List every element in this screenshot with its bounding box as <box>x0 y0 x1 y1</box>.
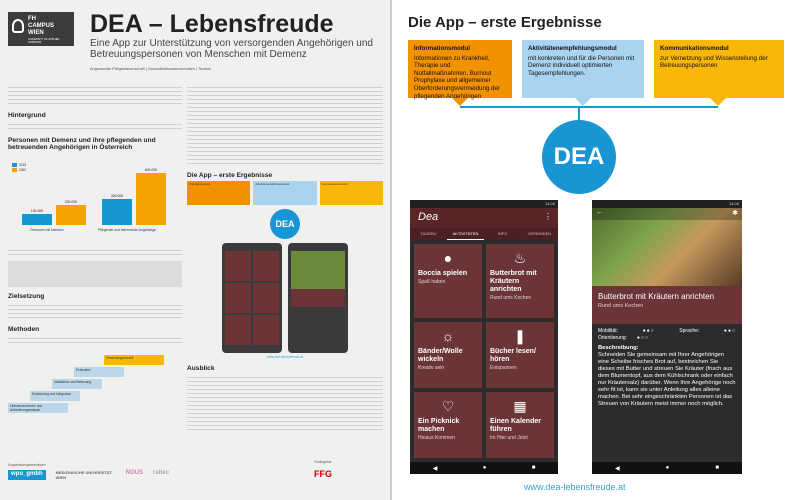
module-activities-text: mit konkreten und für die Personen mit Demenz individuell optimierten Tagesempfehlungen. <box>528 54 635 77</box>
pot-icon: ♨ <box>513 250 527 266</box>
partner-nous: NOUS <box>125 469 144 476</box>
partner-meduni: MEDIZINISCHE UNIVERSITÄT WIEN <box>55 469 113 480</box>
partner-logo-list <box>8 470 308 480</box>
speech-dots: ●●○ <box>723 328 736 334</box>
mobility-label: Mobilität: <box>598 328 619 334</box>
module-information-text: Informationen zu Krankheit, Therapie und Notfallmaßnahmen, Burnout Prophylaxe und allgemeiner Überforderungsvermeidung der pflegenden Angehörigen <box>414 54 500 100</box>
poster-right-column <box>187 84 383 432</box>
logo-line2: CAMPUS <box>28 23 55 29</box>
bar-label-0-0: 130.000 <box>30 208 44 213</box>
activity-grid <box>410 240 558 462</box>
ausblick-text <box>187 374 383 432</box>
activity-tile-butterbrot[interactable] <box>486 244 554 318</box>
mobility-dots: ●●○ <box>642 328 655 334</box>
heading-methoden: Methoden <box>8 326 40 333</box>
arrow-activities <box>575 98 591 106</box>
stair-1: Literaturrecherche und Anforderungsanalyse <box>8 403 68 413</box>
bar-1-1 <box>136 173 166 225</box>
detail-category: Rund ums Kochen <box>598 303 644 309</box>
stair-5: Verwertungsmodell <box>104 355 164 365</box>
calendar-icon: ▦ <box>513 398 527 414</box>
funding-label: Fördergeber <box>314 460 332 464</box>
bocce-icon: ● <box>443 250 453 266</box>
module-communication <box>654 40 784 98</box>
detail-toolbar <box>592 208 742 220</box>
activity-tile-picknick[interactable] <box>414 392 482 458</box>
legend-swatch-2018 <box>12 163 17 167</box>
activity-title: Butterbrot mit Kräutern anrichten <box>490 270 537 293</box>
activity-title: Boccia spielen <box>418 270 468 277</box>
connector-line <box>460 106 718 108</box>
bar-1-0 <box>102 199 132 225</box>
bar-label-0-1: 230.000 <box>64 200 78 205</box>
activity-tile-wolle[interactable] <box>414 322 482 388</box>
poster-title: DEA – Lebensfreude <box>90 10 334 38</box>
module-communication-title: Kommunikationsmodul <box>660 45 729 52</box>
legend-item-2050 <box>12 168 26 173</box>
partner-wpu: wpu_gmbh <box>8 470 46 480</box>
app-bar <box>410 208 558 228</box>
activity-category: Im Hier und Jetzt <box>490 435 528 441</box>
detail-title: Butterbrot mit Kräutern anrichten <box>598 292 715 301</box>
x-label-angehoerige: Pflegende und betreuende Angehörige <box>97 228 157 232</box>
phone-activities <box>410 200 558 474</box>
hintergrund-text <box>8 121 182 131</box>
info-box <box>8 261 182 287</box>
activity-category: Kreativ sein <box>418 365 445 371</box>
module-information-title: Informationsmodul <box>414 45 471 52</box>
module-communication-text: zur Vernetzung und Wissensteilung der Betreuungspersonen <box>660 54 768 70</box>
android-nav-bar <box>592 462 742 474</box>
logo-mark-icon <box>12 19 24 33</box>
author-list <box>8 84 182 106</box>
arrow-communication <box>710 98 726 106</box>
bar-0-1 <box>56 205 86 225</box>
mini-phone-1 <box>222 243 282 353</box>
legend-label-2018: 2018 <box>19 163 27 167</box>
detail-body <box>592 324 742 458</box>
activity-photo <box>592 208 742 286</box>
stair-3: Installation und Betreuung <box>52 379 102 389</box>
module-activities-title: Aktivitätenempfehlungsmodul <box>528 45 617 52</box>
connector-stem <box>578 106 580 120</box>
stair-2: Entwicklung und Integration <box>30 391 80 401</box>
orientation-row <box>598 335 736 342</box>
back-icon[interactable]: ◀ <box>615 465 620 472</box>
mini-module-comm: Kommunikationsmodul <box>320 181 383 205</box>
bar-0-0 <box>22 214 52 225</box>
orientation-label: Orientierung: <box>598 335 627 341</box>
description-label: Beschreibung: <box>598 345 639 351</box>
poster-institute: Angewandte Pflegewissenschaft | Gesundheitswissenschaften | Technik <box>90 67 211 71</box>
activity-tile-kalender[interactable] <box>486 392 554 458</box>
mini-url: www.dea-lebensfreude.at <box>267 355 303 359</box>
poster-subtitle: Eine App zur Unterstützung von versorgenden Angehörigen und Betreuungspersonen von Menschen mit Demenz <box>90 38 373 60</box>
description-text: Schneiden Sie gemeinsam mit Ihrer Angehörigen eine Scheibe frisches Brot auf, bestreichen Sie dieses mit Butter und streuen Sie Kräuter (frisch aus dem Blumentopf, aus dem Kühlschrank oder einfach nur Kräutersalz) darüber. Wenn Ihre Angehörige noch sehr fit ist, kann sie unter Anleitung alles alleine machen. Bei sehr eingeschränkten Personen ist das Streuen von Kräutern meist immer noch möglich. <box>598 352 736 407</box>
poster-left-column <box>8 84 182 417</box>
status-bar: 11:04 <box>592 200 742 208</box>
activity-tile-buecher[interactable] <box>486 322 554 388</box>
recents-icon[interactable]: ■ <box>715 465 719 471</box>
activity-category: Hinaus Kommen <box>418 435 455 441</box>
partner-logos <box>8 463 308 480</box>
tab-tagebuch[interactable]: TAGEBU <box>420 231 437 236</box>
rating-row <box>598 328 736 335</box>
activity-title: Ein Picknick machen <box>418 418 460 433</box>
home-icon[interactable]: ● <box>482 465 487 471</box>
mini-phones <box>187 243 383 353</box>
poster-panel <box>0 0 392 500</box>
x-label-personen: Personen mit Demenz <box>30 228 64 232</box>
chart-legend <box>12 163 26 173</box>
heading-zielsetzung: Zielsetzung <box>8 293 45 300</box>
speech-label: Sprache: <box>679 328 700 334</box>
tab-verbinden[interactable]: VERBINDEN <box>527 231 552 236</box>
heading-app-small: Die App – erste Ergebnisse <box>187 172 273 179</box>
heading-hintergrund: Hintergrund <box>8 112 46 119</box>
detail-header <box>592 286 742 324</box>
partners-label: Kooperationspartner/innen <box>8 462 46 467</box>
chart-source <box>8 247 182 257</box>
activity-title: Bänder/Wolle wickeln <box>418 348 463 363</box>
back-icon[interactable]: ◀ <box>432 465 438 472</box>
back-arrow-icon[interactable]: ← <box>596 209 603 216</box>
settings-icon[interactable]: ✱ <box>732 210 738 217</box>
methoden-text <box>8 335 182 343</box>
logo-line1: FH <box>28 16 36 22</box>
overflow-menu-icon[interactable]: ⋮ <box>544 212 552 221</box>
mini-module-info: Informationsmodul <box>187 181 250 205</box>
dementia-bar-chart <box>8 155 178 245</box>
tab-aktivitaeten[interactable]: AKTIVITÄTEN <box>447 228 484 240</box>
bar-label-1-1: 600.000 <box>144 168 158 172</box>
activity-category: Entspannen <box>490 365 517 371</box>
method-stairs <box>8 347 182 417</box>
partners-row <box>8 460 388 482</box>
partner-ffg: FFG <box>314 469 332 479</box>
activity-category: Spaß haben <box>418 279 446 285</box>
activity-title: Einen Kalender führen <box>490 418 541 433</box>
module-activities <box>522 40 644 98</box>
zielsetzung-text <box>8 302 182 320</box>
bar-label-1-0: 300.000 <box>110 194 124 198</box>
dea-circle-small: DEA <box>270 209 300 239</box>
legend-label-2050: 2050 <box>19 168 27 172</box>
heart-icon: ♡ <box>441 398 455 414</box>
logo-line3: WIEN <box>28 30 44 36</box>
website-url[interactable]: www.dea-lebensfreude.at <box>524 482 626 492</box>
mini-phone-2 <box>288 243 348 353</box>
intro-text <box>187 84 383 166</box>
orientation-dots: ●○○ <box>636 335 649 341</box>
tab-bar <box>410 228 558 240</box>
activity-category: Rund ums Kochen <box>490 295 532 301</box>
fh-campus-logo <box>8 12 74 46</box>
partner-raltec: raltec <box>153 469 170 476</box>
heading-chart: Personen mit Demenz und ihre pflegenden und betreuenden Angehörigen in Österreich <box>8 137 156 151</box>
activity-tile-boccia[interactable] <box>414 244 482 318</box>
android-nav-bar <box>410 462 558 474</box>
logo-sub: UNIVERSITY OF APPLIED SCIENCES <box>28 38 60 44</box>
tab-info[interactable]: INFO <box>497 231 508 236</box>
results-title: Die App – erste Ergebnisse <box>408 14 602 31</box>
activity-title: Bücher lesen/ hören <box>490 348 536 363</box>
book-icon: ❚ <box>514 328 526 344</box>
app-results-panel <box>392 0 800 500</box>
dea-circle: DEA <box>542 120 616 194</box>
app-name: Dea <box>418 211 439 223</box>
arrow-information <box>452 98 468 106</box>
heading-ausblick: Ausblick <box>187 365 215 372</box>
legend-swatch-2050 <box>12 168 17 172</box>
module-information <box>408 40 512 98</box>
status-bar: 11:04 <box>410 200 558 208</box>
phone-activity-detail <box>592 200 742 474</box>
recents-icon[interactable]: ■ <box>531 465 536 471</box>
mini-modules <box>187 181 383 205</box>
mini-module-activity: Aktivitätenempfehlungsmodul <box>253 181 316 205</box>
funding-logo <box>314 460 332 482</box>
bulb-icon: ☼ <box>441 328 455 344</box>
home-icon[interactable]: ● <box>665 465 670 471</box>
stair-4: Evaluation <box>74 367 124 377</box>
